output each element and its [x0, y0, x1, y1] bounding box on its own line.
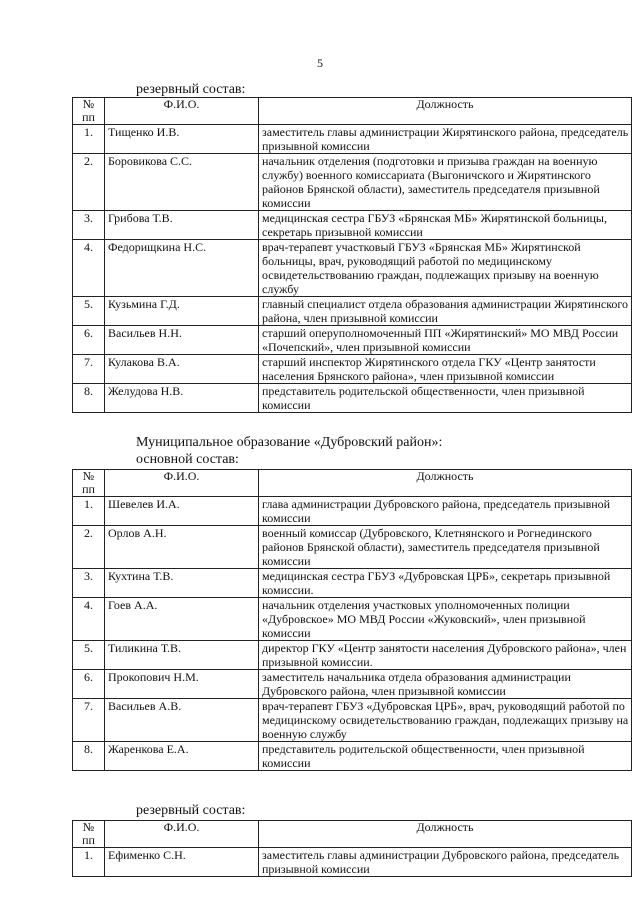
- reserve-table-zhiryatino: [72, 97, 632, 413]
- header-number: № пп: [73, 470, 105, 497]
- table-header-row: [73, 821, 632, 848]
- row-number: 2.: [73, 526, 105, 569]
- member-position: директор ГКУ «Центр занятости населения Дубровского района», член призывной комиссии.: [259, 641, 632, 670]
- member-name: Кухтина Т.В.: [105, 569, 259, 598]
- table-row: [73, 497, 632, 526]
- reserve-table-dubrovka: [72, 820, 632, 877]
- section1-caption: резервный состав:: [136, 82, 246, 97]
- member-name: Прокопович Н.М.: [105, 670, 259, 699]
- row-number: 8.: [73, 742, 105, 771]
- member-name: Боровикова С.С.: [105, 154, 259, 211]
- table-body: [73, 497, 632, 771]
- main-table-dubrovka: [72, 469, 632, 771]
- table-row: [73, 699, 632, 742]
- row-number: 1.: [73, 848, 105, 877]
- page-number: 5: [317, 56, 323, 70]
- member-position: представитель родительской общественности, член призывной комиссии: [259, 742, 632, 771]
- member-name: Ефименко С.Н.: [105, 848, 259, 877]
- municipality-title: Муниципальное образование «Дубровский район»:: [136, 435, 443, 450]
- row-number: 4.: [73, 598, 105, 641]
- row-number: 3.: [73, 211, 105, 240]
- member-name: Жаренкова Е.А.: [105, 742, 259, 771]
- row-number: 6.: [73, 326, 105, 355]
- member-name: Васильев Н.Н.: [105, 326, 259, 355]
- member-name: Орлов А.Н.: [105, 526, 259, 569]
- table-row: [73, 526, 632, 569]
- table-row: [73, 240, 632, 297]
- member-position: медицинская сестра ГБУЗ «Брянская МБ» Жирятинской больницы, секретарь призывной комиссии: [259, 211, 632, 240]
- table-header-row: [73, 470, 632, 497]
- member-position: заместитель начальника отдела образования администрации Дубровского района, член призывной комиссии: [259, 670, 632, 699]
- table-row: [73, 848, 632, 877]
- member-name: Васильев А.В.: [105, 699, 259, 742]
- row-number: 6.: [73, 670, 105, 699]
- member-name: Кузьмина Г.Д.: [105, 297, 259, 326]
- table-row: [73, 297, 632, 326]
- row-number: 8.: [73, 384, 105, 413]
- member-position: глава администрации Дубровского района, председатель призывной комиссии: [259, 497, 632, 526]
- member-position: медицинская сестра ГБУЗ «Дубровская ЦРБ», секретарь призывной комиссии.: [259, 569, 632, 598]
- member-position: старший инспектор Жирятинского отдела ГКУ «Центр занятости населения Брянского района», член призывной комиссии: [259, 355, 632, 384]
- row-number: 7.: [73, 355, 105, 384]
- section3-caption: резервный состав:: [136, 803, 246, 818]
- row-number: 2.: [73, 154, 105, 211]
- table-row: [73, 154, 632, 211]
- table-row: [73, 326, 632, 355]
- header-number: № пп: [73, 98, 105, 125]
- header-name: Ф.И.О.: [105, 470, 259, 497]
- header-number: № пп: [73, 821, 105, 848]
- table-row: [73, 641, 632, 670]
- table-row: [73, 742, 632, 771]
- table-row: [73, 384, 632, 413]
- header-position: Должность: [259, 470, 632, 497]
- section2-caption: основной состав:: [136, 452, 239, 467]
- row-number: 3.: [73, 569, 105, 598]
- member-position: начальник отделения участковых уполномоченных полиции «Дубровское» МО МВД России «Жуковский», член призывной комиссии: [259, 598, 632, 641]
- header-name: Ф.И.О.: [105, 98, 259, 125]
- member-name: Гоев А.А.: [105, 598, 259, 641]
- member-position: врач-терапевт ГБУЗ «Дубровская ЦРБ», врач, руководящий работой по медицинскому освидетельствованию граждан, подлежащих призыву на военную службу: [259, 699, 632, 742]
- member-position: врач-терапевт участковый ГБУЗ «Брянская МБ» Жирятинской больницы, врач, руководящий работой по медицинскому освидетельствованию граждан, подлежащих призыву на военную службу: [259, 240, 632, 297]
- member-position: заместитель главы администрации Дубровского района, председатель призывной комиссии: [259, 848, 632, 877]
- member-name: Шевелев И.А.: [105, 497, 259, 526]
- table-row: [73, 125, 632, 154]
- member-position: старший оперуполномоченный ПП «Жирятинский» МО МВД России «Почепский», член призывной комиссии: [259, 326, 632, 355]
- row-number: 5.: [73, 297, 105, 326]
- member-name: Тищенко И.В.: [105, 125, 259, 154]
- member-name: Федорищкина Н.С.: [105, 240, 259, 297]
- header-position: Должность: [259, 821, 632, 848]
- member-position: начальник отделения (подготовки и призыва граждан на военную службу) военного комиссариата (Выгоничского и Жирятинского районов Брянской области), заместитель председателя призывной комиссии: [259, 154, 632, 211]
- member-position: военный комиссар (Дубровского, Клетнянского и Рогнединского районов Брянской области), заместитель председателя призывной комиссии: [259, 526, 632, 569]
- row-number: 7.: [73, 699, 105, 742]
- table-body: [73, 848, 632, 877]
- member-name: Тиликина Т.В.: [105, 641, 259, 670]
- row-number: 1.: [73, 125, 105, 154]
- table-row: [73, 670, 632, 699]
- member-name: Кулакова В.А.: [105, 355, 259, 384]
- header-name: Ф.И.О.: [105, 821, 259, 848]
- table-row: [73, 355, 632, 384]
- member-name: Желудова Н.В.: [105, 384, 259, 413]
- table-body: [73, 125, 632, 413]
- table-row: [73, 569, 632, 598]
- row-number: 1.: [73, 497, 105, 526]
- table-header-row: [73, 98, 632, 125]
- header-position: Должность: [259, 98, 632, 125]
- member-position: представитель родительской общественности, член призывной комиссии: [259, 384, 632, 413]
- row-number: 5.: [73, 641, 105, 670]
- member-position: главный специалист отдела образования администрации Жирятинского района, член призывной комиссии: [259, 297, 632, 326]
- row-number: 4.: [73, 240, 105, 297]
- member-name: Грибова Т.В.: [105, 211, 259, 240]
- member-position: заместитель главы администрации Жирятинского района, председатель призывной комиссии: [259, 125, 632, 154]
- table-row: [73, 211, 632, 240]
- table-row: [73, 598, 632, 641]
